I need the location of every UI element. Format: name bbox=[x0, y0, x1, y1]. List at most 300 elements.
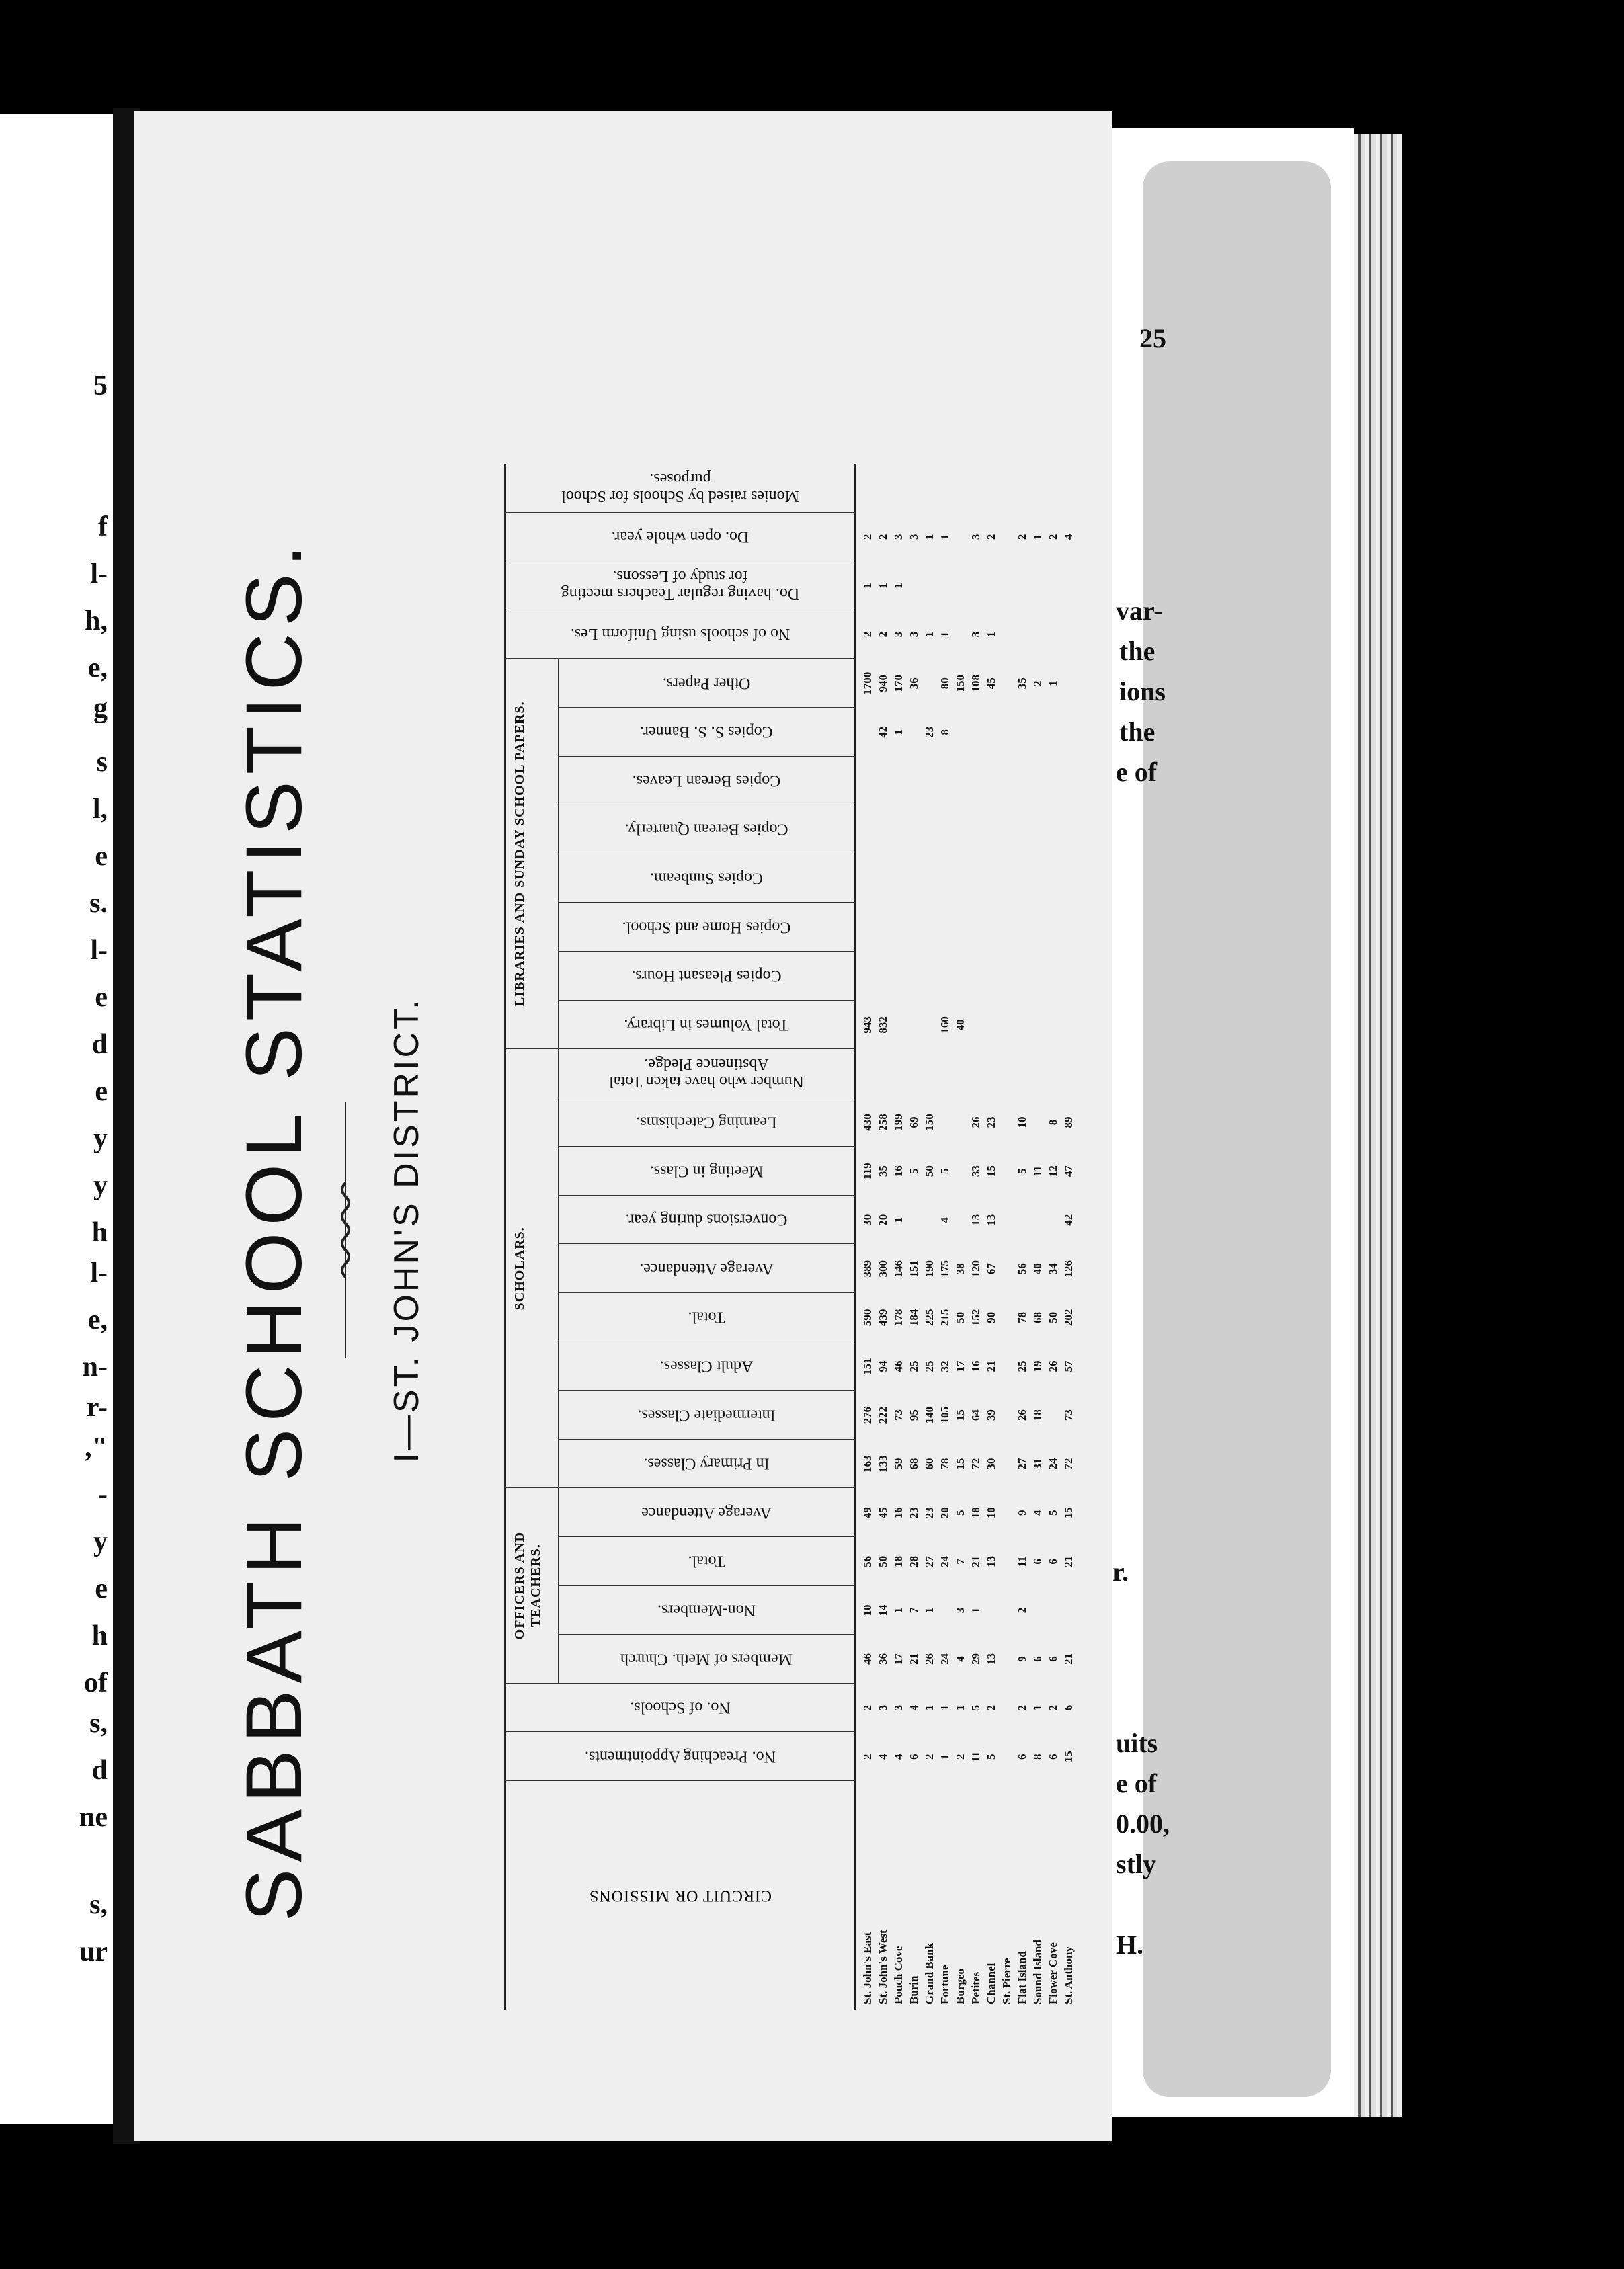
table-cell bbox=[1016, 757, 1028, 806]
table-cell: 69 bbox=[907, 1116, 920, 1128]
column-header bbox=[559, 854, 854, 903]
table-cell: 1 bbox=[938, 534, 951, 540]
left-page-fragment: ," bbox=[85, 1432, 108, 1463]
table-cell: 1 bbox=[1047, 680, 1059, 686]
table-cell bbox=[1047, 1586, 1059, 1635]
table-cell: 6 bbox=[1047, 1656, 1059, 1662]
column-header-label: Average Attendance. bbox=[639, 1260, 774, 1278]
table-cell: 60 bbox=[923, 1458, 936, 1470]
table-cell: 943 bbox=[861, 1016, 874, 1034]
table-cell: 36 bbox=[877, 1653, 889, 1665]
table-cell: 21 bbox=[985, 1360, 998, 1372]
table-cell bbox=[1000, 1440, 1013, 1489]
table-cell bbox=[892, 464, 905, 513]
left-facing-page bbox=[0, 114, 114, 2124]
table-cell: 18 bbox=[969, 1507, 982, 1519]
table-cell: 2 bbox=[985, 1704, 998, 1711]
table-cell bbox=[907, 903, 920, 952]
table-cell bbox=[969, 757, 982, 806]
table-cell bbox=[1000, 513, 1013, 562]
right-page-fragment: ions bbox=[1119, 676, 1166, 706]
table-cell bbox=[1062, 561, 1075, 610]
table-cell: 9 bbox=[1016, 1510, 1028, 1516]
circuit-name: Flower Cove bbox=[1047, 1942, 1059, 2004]
left-page-fragment: y bbox=[93, 1123, 108, 1154]
table-cell: 4 bbox=[938, 1216, 951, 1223]
table-cell: 4 bbox=[1062, 534, 1075, 540]
left-page-fragment: s bbox=[96, 747, 108, 778]
table-cell bbox=[1062, 659, 1075, 708]
column-header bbox=[559, 707, 854, 757]
table-cell bbox=[1000, 757, 1013, 806]
table-cell: 13 bbox=[985, 1555, 998, 1567]
circuit-column-header bbox=[506, 1781, 854, 2010]
table-cell: 32 bbox=[938, 1360, 951, 1372]
column-header-label: Do. having regular Teachers meeting for study of Lessons. bbox=[561, 567, 800, 603]
table-cell bbox=[1000, 561, 1013, 610]
column-group-scholars: SCHOLARS. bbox=[506, 1049, 559, 1488]
circuit-name: St. John's West bbox=[877, 1930, 889, 2004]
column-header bbox=[559, 1244, 854, 1294]
table-cell: 2 bbox=[861, 631, 874, 638]
table-cell bbox=[1047, 610, 1059, 659]
table-cell: 26 bbox=[923, 1653, 936, 1665]
right-page-fragment: var- bbox=[1116, 595, 1163, 626]
table-cell bbox=[985, 805, 998, 854]
table-cell bbox=[1047, 1001, 1059, 1050]
table-cell: 3 bbox=[954, 1607, 967, 1614]
table-cell: 1 bbox=[923, 1704, 936, 1711]
table-cell bbox=[1000, 1147, 1013, 1196]
column-header bbox=[506, 561, 854, 610]
table-cell: 276 bbox=[861, 1406, 874, 1424]
table-cell: 90 bbox=[985, 1311, 998, 1323]
right-page-fragment: uits bbox=[1116, 1728, 1158, 1758]
column-header bbox=[559, 1342, 854, 1391]
column-header-label: Intermediate Classes. bbox=[637, 1406, 776, 1424]
column-header bbox=[559, 1585, 854, 1635]
table-cell bbox=[938, 952, 951, 1001]
table-cell: 89 bbox=[1062, 1116, 1075, 1128]
table-cell bbox=[1062, 708, 1075, 757]
table-cell bbox=[1000, 1684, 1013, 1733]
table-cell: 3 bbox=[892, 534, 905, 540]
table-cell: 15 bbox=[985, 1165, 998, 1178]
table-cell: 2 bbox=[923, 1754, 936, 1760]
table-cell: 23 bbox=[907, 1507, 920, 1519]
table-cell bbox=[923, 1001, 936, 1050]
table-cell: 1 bbox=[1031, 534, 1044, 540]
table-cell: 94 bbox=[877, 1360, 889, 1372]
table-cell bbox=[1000, 1049, 1013, 1098]
table-cell: 2 bbox=[1047, 1704, 1059, 1711]
left-page-fragment: l, bbox=[92, 794, 108, 825]
table-cell: 42 bbox=[877, 726, 889, 738]
column-header-label: Copies Berean Leaves. bbox=[632, 772, 781, 790]
table-cell: 6 bbox=[1047, 1559, 1059, 1565]
table-cell bbox=[1031, 757, 1044, 806]
table-cell: 73 bbox=[892, 1409, 905, 1421]
table-cell: 14 bbox=[877, 1604, 889, 1616]
table-cell bbox=[985, 854, 998, 903]
table-cell bbox=[923, 903, 936, 952]
table-cell: 184 bbox=[907, 1309, 920, 1327]
column-header-label: Total. bbox=[688, 1552, 725, 1570]
table-cell: 11 bbox=[1031, 1165, 1044, 1177]
table-cell bbox=[861, 757, 874, 806]
column-header bbox=[559, 1292, 854, 1342]
table-cell bbox=[907, 1001, 920, 1050]
column-header bbox=[506, 1731, 854, 1781]
left-page-fragment: h bbox=[91, 1217, 108, 1248]
table-cell bbox=[1000, 805, 1013, 854]
table-cell bbox=[877, 952, 889, 1001]
table-cell bbox=[969, 805, 982, 854]
left-page-fragment: e, bbox=[87, 653, 108, 684]
table-cell bbox=[923, 464, 936, 513]
table-cell: 1 bbox=[892, 1216, 905, 1223]
table-cell: 78 bbox=[938, 1458, 951, 1470]
table-cell bbox=[907, 805, 920, 854]
table-cell: 8 bbox=[1047, 1119, 1059, 1126]
table-cell bbox=[1047, 1049, 1059, 1098]
left-page-fragment: s, bbox=[89, 1708, 108, 1739]
table-cell bbox=[861, 903, 874, 952]
left-page-fragment: g bbox=[93, 693, 108, 724]
left-page-fragment: l- bbox=[90, 935, 108, 966]
table-cell: 57 bbox=[1062, 1360, 1075, 1372]
table-cell: 20 bbox=[938, 1507, 951, 1519]
table-cell: 17 bbox=[892, 1653, 905, 1665]
right-page-fragment: stly bbox=[1116, 1849, 1156, 1879]
table-cell bbox=[1000, 1293, 1013, 1342]
table-cell bbox=[1047, 805, 1059, 854]
table-cell: 56 bbox=[1016, 1263, 1028, 1275]
table-cell bbox=[1062, 610, 1075, 659]
table-cell bbox=[1000, 659, 1013, 708]
table-cell bbox=[938, 757, 951, 806]
table-cell bbox=[1016, 903, 1028, 952]
table-cell: 1 bbox=[923, 1607, 936, 1614]
table-cell: 6 bbox=[1031, 1656, 1044, 1662]
table-cell: 40 bbox=[1031, 1263, 1044, 1275]
table-cell bbox=[938, 464, 951, 513]
column-header bbox=[559, 1195, 854, 1245]
table-cell: 150 bbox=[954, 674, 967, 692]
table-cell: 105 bbox=[938, 1406, 951, 1424]
table-cell: 2 bbox=[1016, 1607, 1028, 1614]
table-cell bbox=[923, 805, 936, 854]
column-header bbox=[559, 1098, 854, 1147]
left-page-fragment: s, bbox=[89, 1889, 108, 1920]
left-page-fragment: y bbox=[93, 1526, 108, 1557]
table-cell: 50 bbox=[923, 1165, 936, 1178]
right-page-fragment: the bbox=[1119, 636, 1155, 666]
table-row bbox=[954, 464, 967, 2010]
table-cell: 28 bbox=[907, 1555, 920, 1567]
table-cell: 15 bbox=[1062, 1507, 1075, 1519]
table-cell bbox=[1016, 1049, 1028, 1098]
table-cell bbox=[1016, 805, 1028, 854]
table-cell bbox=[1062, 952, 1075, 1001]
statistics-table bbox=[504, 464, 1084, 2010]
left-page-fragment: e bbox=[95, 982, 108, 1013]
table-cell: 2 bbox=[861, 1754, 874, 1760]
table-cell bbox=[938, 561, 951, 610]
column-header-label: Copies S. S. Banner. bbox=[640, 723, 773, 741]
right-page-shadow bbox=[1143, 161, 1331, 2097]
table-cell: 40 bbox=[954, 1019, 967, 1031]
table-cell bbox=[938, 1049, 951, 1098]
table-cell: 78 bbox=[1016, 1311, 1028, 1323]
table-cell: 160 bbox=[938, 1016, 951, 1034]
table-cell: 1 bbox=[892, 729, 905, 735]
left-page-fragment: e bbox=[95, 841, 108, 872]
table-cell bbox=[954, 561, 967, 610]
table-cell: 46 bbox=[892, 1360, 905, 1372]
table-cell bbox=[969, 1049, 982, 1098]
column-header bbox=[506, 512, 854, 562]
header-divider bbox=[854, 464, 856, 2010]
table-cell: 5 bbox=[1047, 1510, 1059, 1516]
table-cell bbox=[907, 708, 920, 757]
table-cell bbox=[954, 1098, 967, 1147]
table-cell: 2 bbox=[1047, 534, 1059, 540]
table-cell: 95 bbox=[907, 1409, 920, 1421]
column-group-officers: OFFICERS AND TEACHERS. bbox=[506, 1488, 559, 1683]
circuit-name: Sound Island bbox=[1031, 1940, 1044, 2004]
table-cell: 11 bbox=[969, 1751, 982, 1762]
table-cell bbox=[1000, 952, 1013, 1001]
left-page-fragment: f bbox=[98, 511, 108, 542]
table-cell bbox=[1047, 1196, 1059, 1245]
table-cell: 258 bbox=[877, 1114, 889, 1131]
table-cell: 1 bbox=[1031, 1704, 1044, 1711]
table-cell: 26 bbox=[969, 1116, 982, 1128]
rotated-table-content bbox=[141, 423, 1116, 2050]
table-cell: 175 bbox=[938, 1260, 951, 1278]
table-cell bbox=[892, 903, 905, 952]
column-header-label: Copies Berean Quarterly. bbox=[624, 820, 788, 838]
table-cell bbox=[1047, 952, 1059, 1001]
table-cell: 2 bbox=[861, 1704, 874, 1711]
table-cell: 1 bbox=[892, 583, 905, 589]
table-cell bbox=[892, 952, 905, 1001]
table-cell bbox=[1000, 610, 1013, 659]
column-header bbox=[559, 805, 854, 854]
table-cell: 3 bbox=[907, 534, 920, 540]
table-cell: 163 bbox=[861, 1455, 874, 1473]
table-cell bbox=[969, 561, 982, 610]
table-cell bbox=[954, 464, 967, 513]
table-cell: 10 bbox=[985, 1507, 998, 1519]
table-cell: 67 bbox=[985, 1263, 998, 1275]
ornament-divider bbox=[337, 1102, 354, 1358]
table-cell bbox=[907, 952, 920, 1001]
table-row bbox=[877, 464, 889, 2010]
circuit-name: Burgeo bbox=[954, 1969, 967, 2004]
table-cell: 1 bbox=[923, 534, 936, 540]
column-header-label: Number who have taken Total Abstinence Pledge. bbox=[609, 1055, 804, 1091]
table-cell: 27 bbox=[923, 1555, 936, 1567]
table-cell bbox=[985, 1049, 998, 1098]
table-cell: 4 bbox=[877, 1754, 889, 1760]
circuit-name: Channel bbox=[985, 1963, 998, 2004]
table-row bbox=[1016, 464, 1028, 2010]
table-cell: 2 bbox=[1016, 1704, 1028, 1711]
table-cell bbox=[923, 854, 936, 903]
table-cell bbox=[1000, 1001, 1013, 1050]
column-header bbox=[559, 902, 854, 952]
table-cell: 15 bbox=[954, 1409, 967, 1421]
column-header bbox=[506, 610, 854, 659]
table-cell: 430 bbox=[861, 1114, 874, 1131]
right-page-fragment: e of bbox=[1116, 1768, 1158, 1799]
table-cell bbox=[877, 464, 889, 513]
table-cell: 34 bbox=[1047, 1263, 1059, 1275]
table-cell bbox=[1000, 708, 1013, 757]
left-page-fragment: h, bbox=[85, 606, 108, 636]
table-cell: 16 bbox=[969, 1360, 982, 1372]
table-cell bbox=[907, 757, 920, 806]
table-cell bbox=[985, 952, 998, 1001]
table-cell bbox=[1016, 610, 1028, 659]
circuit-name: St. Pierre bbox=[1000, 1958, 1013, 2004]
table-cell: 1 bbox=[985, 631, 998, 638]
table-cell: 18 bbox=[1031, 1409, 1044, 1421]
table-cell: 25 bbox=[907, 1360, 920, 1372]
table-cell bbox=[985, 757, 998, 806]
column-header-label: Monies raised by Schools for School purposes. bbox=[561, 470, 799, 505]
table-cell: 140 bbox=[923, 1406, 936, 1424]
table-cell bbox=[954, 1049, 967, 1098]
table-cell: 30 bbox=[861, 1214, 874, 1226]
table-cell: 46 bbox=[861, 1653, 874, 1665]
table-cell: 2 bbox=[877, 631, 889, 638]
table-cell: 9 bbox=[1016, 1656, 1028, 1662]
table-cell bbox=[969, 464, 982, 513]
table-cell bbox=[907, 1196, 920, 1245]
table-cell: 45 bbox=[877, 1507, 889, 1519]
table-cell bbox=[1000, 1196, 1013, 1245]
table-cell: 23 bbox=[985, 1116, 998, 1128]
table-cell bbox=[892, 1049, 905, 1098]
table-cell: 222 bbox=[877, 1406, 889, 1424]
circuit-name: Flat Island bbox=[1016, 1951, 1028, 2004]
left-page-fragment: 5 bbox=[93, 370, 108, 401]
table-cell: 832 bbox=[877, 1016, 889, 1034]
left-page-fragment: r- bbox=[86, 1392, 108, 1423]
table-cell: 47 bbox=[1062, 1165, 1075, 1178]
table-cell bbox=[1031, 561, 1044, 610]
table-cell bbox=[1047, 561, 1059, 610]
table-cell bbox=[954, 1147, 967, 1196]
table-cell bbox=[1062, 757, 1075, 806]
table-cell: 2 bbox=[954, 1754, 967, 1760]
table-row bbox=[861, 464, 874, 2010]
table-cell: 13 bbox=[985, 1653, 998, 1665]
table-cell: 152 bbox=[969, 1309, 982, 1327]
right-page-fragment: r. bbox=[1112, 1557, 1129, 1587]
circuit-header-label: CIRCUIT OR MISSIONS bbox=[589, 1887, 772, 1905]
page-edges bbox=[1354, 134, 1402, 2117]
table-cell bbox=[969, 903, 982, 952]
table-cell: 5 bbox=[938, 1168, 951, 1174]
table-cell: 3 bbox=[892, 631, 905, 638]
table-cell bbox=[877, 757, 889, 806]
table-cell: 150 bbox=[923, 1114, 936, 1131]
table-cell bbox=[954, 757, 967, 806]
column-header-label: Members of Meth. Church bbox=[620, 1650, 793, 1668]
table-row bbox=[892, 464, 905, 2010]
table-cell bbox=[1031, 1196, 1044, 1245]
table-cell bbox=[1000, 1488, 1013, 1537]
column-header-label: Copies Pleasant Hours. bbox=[631, 966, 782, 985]
table-cell: 31 bbox=[1031, 1458, 1044, 1470]
table-cell bbox=[1047, 757, 1059, 806]
column-header-label: Non-Members. bbox=[657, 1601, 756, 1619]
table-cell: 190 bbox=[923, 1260, 936, 1278]
table-cell bbox=[1000, 464, 1013, 513]
column-header-label: Other Papers. bbox=[662, 674, 751, 692]
column-header-label: Average Attendance bbox=[641, 1503, 772, 1522]
table-cell: 5 bbox=[954, 1510, 967, 1516]
column-header-label: In Primary Classes. bbox=[643, 1454, 770, 1473]
left-page-text-fragments bbox=[0, 114, 114, 2124]
table-cell: 108 bbox=[969, 674, 982, 692]
table-cell: 5 bbox=[1016, 1168, 1028, 1174]
table-cell bbox=[1031, 805, 1044, 854]
column-header-label: Do. open whole year. bbox=[611, 528, 749, 546]
left-page-fragment: d bbox=[91, 1029, 108, 1060]
table-cell bbox=[1000, 1391, 1013, 1440]
table-cell bbox=[1047, 1391, 1059, 1440]
circuit-name: Burin bbox=[907, 1975, 920, 2004]
table-cell: 119 bbox=[861, 1163, 874, 1180]
table-cell bbox=[1047, 854, 1059, 903]
table-cell bbox=[954, 805, 967, 854]
table-row bbox=[938, 464, 951, 2010]
table-cell: 3 bbox=[907, 631, 920, 638]
table-cell bbox=[1016, 952, 1028, 1001]
table-cell bbox=[954, 513, 967, 562]
table-cell: 178 bbox=[892, 1309, 905, 1327]
table-cell: 25 bbox=[1016, 1360, 1028, 1372]
table-cell bbox=[861, 805, 874, 854]
column-header bbox=[559, 1634, 854, 1684]
table-cell: 199 bbox=[892, 1114, 905, 1131]
table-cell: 4 bbox=[954, 1656, 967, 1662]
table-cell bbox=[861, 464, 874, 513]
table-cell: 42 bbox=[1062, 1214, 1075, 1226]
table-cell: 36 bbox=[907, 677, 920, 690]
table-cell bbox=[969, 854, 982, 903]
table-cell bbox=[1016, 561, 1028, 610]
table-cell: 6 bbox=[1016, 1754, 1028, 1760]
table-cell bbox=[861, 854, 874, 903]
table-cell: 30 bbox=[985, 1458, 998, 1470]
column-header bbox=[559, 658, 854, 708]
table-cell bbox=[1031, 1586, 1044, 1635]
column-header bbox=[559, 1487, 854, 1537]
table-cell: 21 bbox=[969, 1555, 982, 1567]
column-header-label: Conversions during year. bbox=[625, 1210, 788, 1229]
circuit-name: Petites bbox=[969, 1971, 982, 2004]
table-cell bbox=[1062, 464, 1075, 513]
table-cell: 21 bbox=[1062, 1555, 1075, 1567]
left-page-fragment: d bbox=[91, 1755, 108, 1786]
column-header-label: Meeting in Class. bbox=[649, 1162, 764, 1180]
